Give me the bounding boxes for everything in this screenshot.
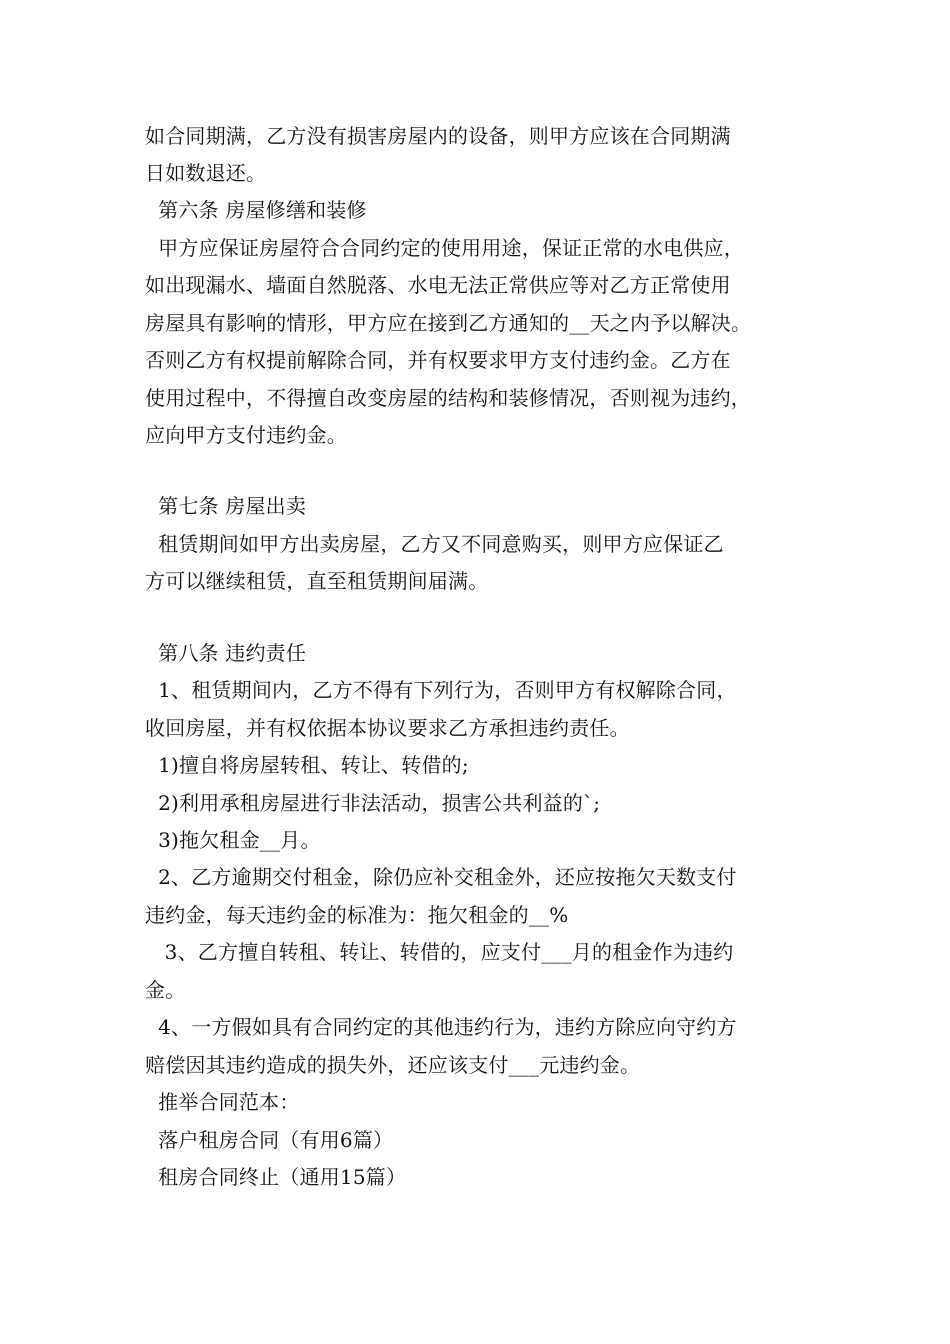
recommend-link[interactable]: 落户租房合同（有用6篇）	[145, 1128, 394, 1152]
text-line: 应向甲方支付违约金。	[145, 423, 347, 447]
list-item: 1)擅自将房屋转租、转让、转借的;	[145, 753, 469, 777]
list-item: 2)利用承租房屋进行非法活动，损害公共利益的`;	[145, 791, 601, 815]
recommend-link[interactable]: 租房合同终止（通用15篇）	[145, 1165, 407, 1189]
text-line: 方可以继续租赁，直至租赁期间届满。	[145, 569, 489, 593]
text-line: 甲方应保证房屋符合合同约定的使用用途，保证正常的水电供应，	[145, 236, 744, 260]
text-line: 金。	[145, 978, 186, 1002]
list-item: 3)拖欠租金__月。	[145, 828, 321, 852]
text-line: 房屋具有影响的情形，甲方应在接到乙方通知的__天之内予以解决。	[145, 311, 752, 335]
text-line: 1、租赁期间内，乙方不得有下列行为，否则甲方有权解除合同，	[145, 678, 737, 702]
text-line: 如合同期满，乙方没有损害房屋内的设备，则甲方应该在合同期满	[145, 124, 731, 148]
text-line: 2、乙方逾期交付租金，除仍应补交租金外，还应按拖欠天数支付	[145, 865, 737, 889]
text-line: 否则乙方有权提前解除合同，并有权要求甲方支付违约金。乙方在	[145, 348, 731, 372]
text-line: 日如数退还。	[145, 161, 267, 185]
section-heading: 第八条 违约责任	[145, 641, 307, 665]
text-line: 租赁期间如甲方出卖房屋，乙方又不同意购买，则甲方应保证乙	[145, 532, 724, 556]
text-line: 使用过程中，不得擅自改变房屋的结构和装修情况，否则视为违约，	[145, 386, 751, 410]
text-line: 如出现漏水、墙面自然脱落、水电无法正常供应等对乙方正常使用	[145, 273, 731, 297]
section-heading: 第六条 房屋修缮和装修	[145, 198, 367, 222]
section-heading: 第七条 房屋出卖	[145, 494, 307, 518]
text-line: 3、乙方擅自转租、转让、转借的，应支付___月的租金作为违约	[145, 940, 734, 964]
text-line: 赔偿因其违约造成的损失外，还应该支付___元违约金。	[145, 1053, 641, 1077]
recommend-heading: 推举合同范本：	[145, 1090, 300, 1114]
text-line: 违约金，每天违约金的标准为：拖欠租金的__%	[145, 903, 569, 927]
text-line: 4、一方假如具有合同约定的其他违约行为，违约方除应向守约方	[145, 1015, 737, 1039]
text-line: 收回房屋，并有权依据本协议要求乙方承担违约责任。	[145, 716, 630, 740]
